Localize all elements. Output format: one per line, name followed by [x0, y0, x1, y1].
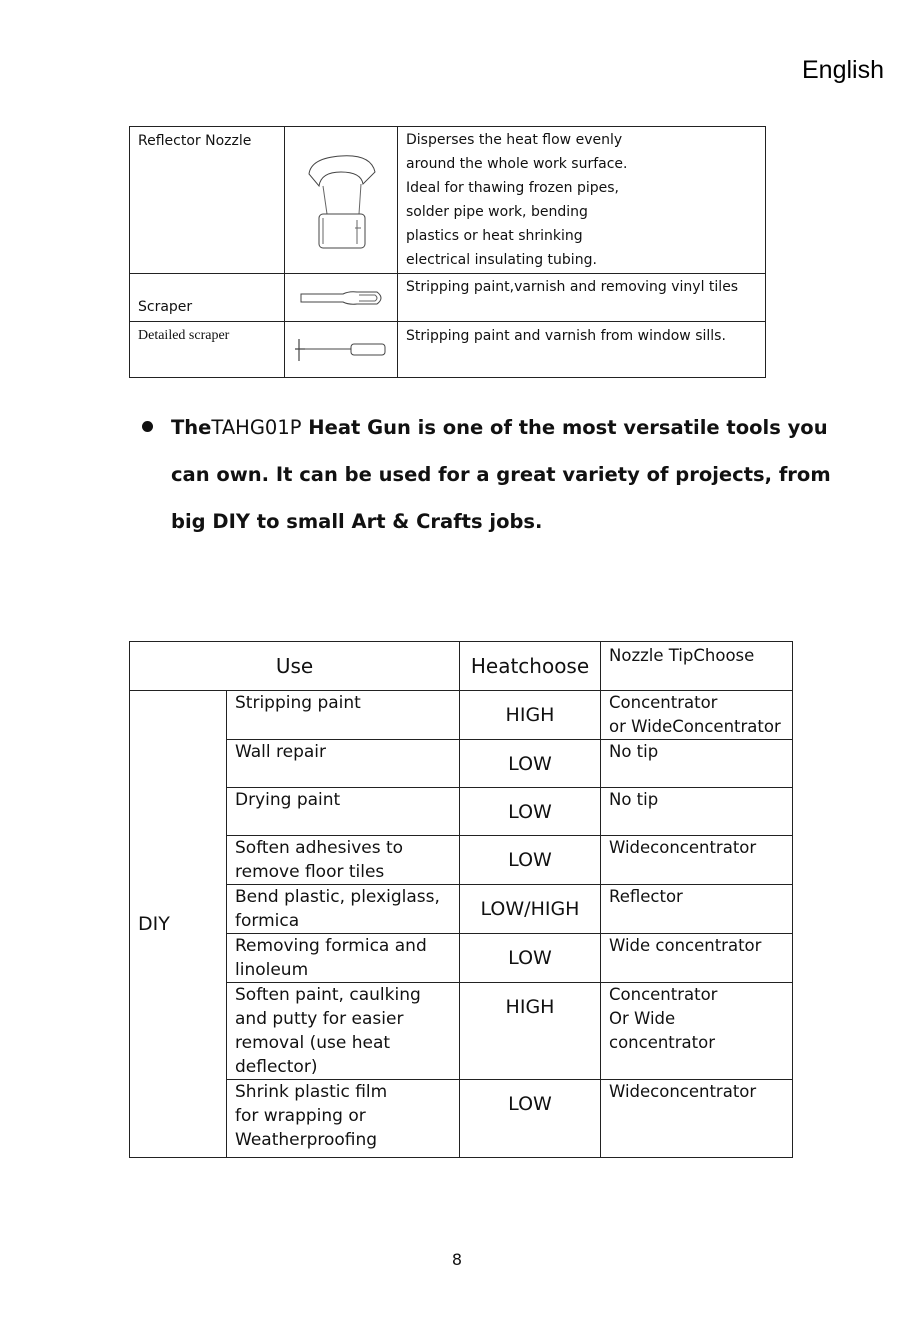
use-cell: Stripping paint	[227, 691, 460, 740]
table-row	[130, 274, 766, 322]
table-row	[130, 934, 793, 983]
heat-cell: HIGH	[460, 691, 601, 740]
header-heat: Heatchoose	[460, 642, 601, 691]
language-label: English	[802, 56, 884, 84]
intro-text: Heat Gun is one of the most versatile tools you can own. It can be used for a great variety of projects, from big DIY to small Art & Crafts jobs.	[171, 416, 831, 533]
heat-cell: LOW	[460, 1080, 601, 1158]
heat-cell: HIGH	[460, 983, 601, 1080]
nozzle-cell: Reflector	[601, 885, 793, 934]
reflector-nozzle-icon	[285, 127, 398, 274]
use-cell: Soften adhesives to remove floor tiles	[227, 836, 460, 885]
header-use: Use	[130, 642, 460, 691]
table-row	[130, 836, 793, 885]
nozzle-cell: Wideconcentrator	[601, 836, 793, 885]
heat-cell: LOW	[460, 788, 601, 836]
bullet-icon	[142, 421, 153, 432]
use-cell: Soften paint, caulking and putty for easier removal (use heat deflector)	[227, 983, 460, 1080]
page-number: 8	[451, 1250, 463, 1269]
heat-cell: LOW/HIGH	[460, 885, 601, 934]
table-row	[130, 322, 766, 378]
description-line: Stripping paint,varnish and removing vinyl tiles	[406, 279, 739, 295]
nozzle-cell: No tip	[601, 788, 793, 836]
use-cell: Wall repair	[227, 740, 460, 788]
table-header-row	[130, 642, 793, 691]
nozzle-cell: No tip	[601, 740, 793, 788]
use-cell: Removing formica and linoleum	[227, 934, 460, 983]
accessory-name: Reflector Nozzle	[130, 127, 285, 274]
header-nozzle: Nozzle TipChoose	[601, 642, 793, 691]
table-row	[130, 885, 793, 934]
description-line: plastics or heat shrinking	[406, 228, 583, 244]
accessory-description	[398, 322, 766, 378]
description-line: Ideal for thawing frozen pipes,	[406, 180, 619, 196]
nozzle-cell: Wideconcentrator	[601, 1080, 793, 1158]
table-row	[130, 740, 793, 788]
detailed-scraper-icon	[285, 322, 398, 378]
use-cell: Bend plastic, plexiglass, formica	[227, 885, 460, 934]
table-row	[130, 1080, 793, 1158]
use-cell: Drying paint	[227, 788, 460, 836]
table-row	[130, 691, 793, 740]
description-line: Stripping paint and varnish from window sills.	[406, 328, 726, 344]
table-row	[130, 127, 766, 274]
heat-cell: LOW	[460, 836, 601, 885]
nozzle-cell: Wide concentrator	[601, 934, 793, 983]
heat-cell: LOW	[460, 934, 601, 983]
scraper-icon	[285, 274, 398, 322]
description-line: Disperses the heat flow evenly	[406, 132, 623, 148]
nozzle-cell: Concentrator or WideConcentrator	[601, 691, 793, 740]
table-row	[130, 983, 793, 1080]
use-cell: Shrink plastic film for wrapping or Weatherproofing	[227, 1080, 460, 1158]
model-number: TAHG01P	[211, 416, 302, 439]
description-line: solder pipe work, bending	[406, 204, 588, 220]
description-line: electrical insulating tubing.	[406, 252, 597, 268]
accessories-table	[129, 126, 766, 378]
category-cell: DIY	[130, 691, 227, 1158]
description-line: around the whole work surface.	[406, 156, 628, 172]
table-row	[130, 788, 793, 836]
use-table	[129, 641, 793, 1158]
intro-prefix: The	[171, 416, 212, 439]
heat-cell: LOW	[460, 740, 601, 788]
accessory-description	[398, 127, 766, 274]
intro-paragraph	[171, 404, 851, 545]
nozzle-cell: Concentrator Or Wide concentrator	[601, 983, 793, 1080]
accessory-description	[398, 274, 766, 322]
accessory-name: Detailed scraper	[130, 322, 285, 378]
accessory-name: Scraper	[130, 274, 285, 322]
